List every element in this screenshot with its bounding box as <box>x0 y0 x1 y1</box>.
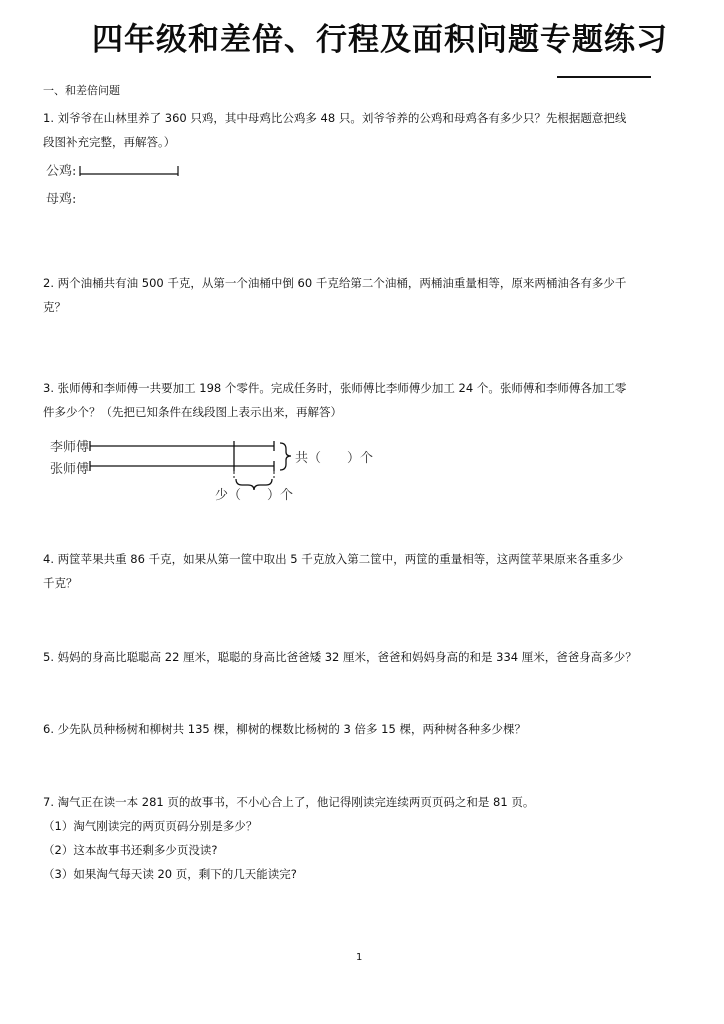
question-7 <box>43 790 534 886</box>
question-7-line-1: 7. 淘气正在读一本 281 页的故事书，不小心合上了，他记得刚读完连续两页页码之和是 81 页。 <box>43 795 535 809</box>
section-heading: 一、和差倍问题 <box>43 84 120 97</box>
question-7-sub-2: （2）这本故事书还剩多少页没读? <box>43 843 218 857</box>
question-5-line-1: 5. 妈妈的身高比聪聪高 22 厘米，聪聪的身高比爸爸矮 32 厘米，爸爸和妈妈身高的和是 334 厘米，爸爸身高多少？ <box>43 650 637 664</box>
zhang-shifu-label: 张师傅 <box>50 462 90 477</box>
question-3 <box>43 376 626 424</box>
question-4-line-1: 4. 两筐苹果共重 86 千克，如果从第一筐中取出 5 千克放入第二筐中，两筐的重量相等，这两筐苹果原来各重多少 <box>43 552 624 566</box>
hen-label: 母鸡: <box>46 192 77 207</box>
question-5 <box>43 645 637 669</box>
question-7-sub-1: （1）淘气刚读完的两页页码分别是多少？ <box>43 819 258 833</box>
less-label: 少（ ）个 <box>215 488 294 503</box>
question-4 <box>43 547 623 595</box>
question-6 <box>43 717 526 741</box>
question-2-line-2: 克？ <box>43 300 66 314</box>
question-4-line-2: 千克？ <box>43 576 78 590</box>
page-title: 四年级和差倍、行程及面积问题专题练习 <box>92 22 668 58</box>
li-shifu-label: 李师傅 <box>50 440 90 455</box>
rooster-segment <box>78 164 182 178</box>
page-number: 1 <box>356 952 363 963</box>
rooster-label: 公鸡: <box>46 164 77 179</box>
total-brace <box>280 443 291 470</box>
question-6-line-1: 6. 少先队员种杨树和柳树共 135 棵，柳树的棵数比杨树的 3 倍多 15 棵，两种树各种多少棵？ <box>43 722 526 736</box>
title-underline <box>557 76 651 78</box>
question-1-line-1: 1. 刘爷爷在山林里养了 360 只鸡，其中母鸡比公鸡多 48 只。刘爷爷养的公鸡和母鸡各有多少只？先根据题意把线 <box>43 111 627 125</box>
question-7-sub-3: （3）如果淘气每天读 20 页，剩下的几天能读完? <box>43 867 297 881</box>
question-3-line-1: 3. 张师傅和李师傅一共要加工 198 个零件。完成任务时，张师傅比李师傅少加工 24 个。张师傅和李师傅各加工零 <box>43 381 627 395</box>
question-1-line-2: 段图补充完整，再解答。） <box>43 135 176 149</box>
question-2-line-1: 2. 两个油桶共有油 500 千克，从第一个油桶中倒 60 千克给第二个油桶，两桶油重量相等，原来两桶油各有多少千 <box>43 276 627 290</box>
question-3-line-2: 件多少个？（先把已知条件在线段图上表示出来，再解答） <box>43 405 342 419</box>
question-1 <box>43 106 626 154</box>
question-2 <box>43 271 626 319</box>
total-label: 共（ ）个 <box>295 451 374 466</box>
